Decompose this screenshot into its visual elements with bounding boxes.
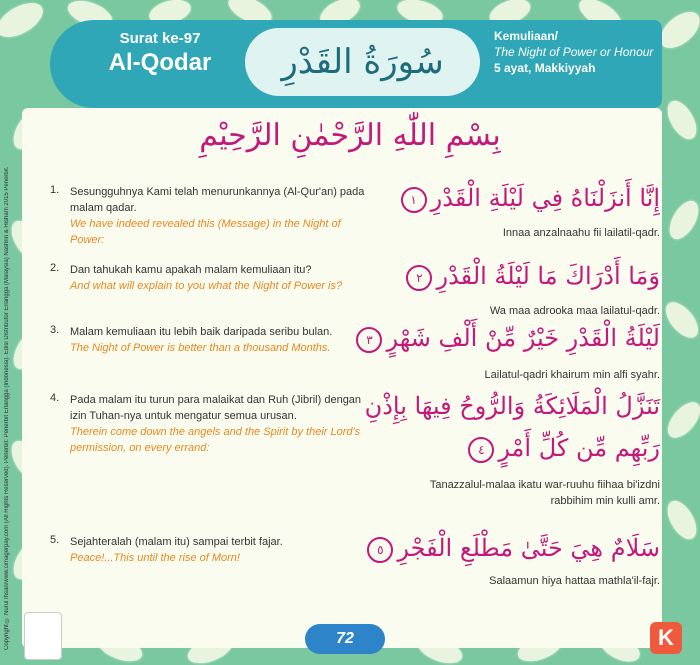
verse-3 [50,324,660,384]
verse-number: 2. [50,262,60,274]
verse-number: 4. [50,392,60,404]
translation-indonesian: Malam kemuliaan itu lebih baik daripada seribu bulan. [70,326,333,338]
translation-english: We have indeed revealed this (Message) in the Night of Power: [70,218,341,246]
verse-circle: ٥ [367,537,393,563]
verse-text [70,392,370,456]
meaning-indonesian: Kemuliaan/ [494,29,559,43]
k-logo: K [650,622,682,654]
translation-english: And what will explain to you what the Night of Power is? [70,280,343,292]
verse-text [70,534,370,566]
surah-number: Surat ke-97 [119,30,201,47]
verse-text [70,262,370,294]
arabic-text: إِنَّا أَنزَلْنَاهُ فِي لَيْلَةِ الْقَدْرِ [430,184,660,212]
transliteration-line-2: rabbihim min kulli amr. [550,495,660,507]
page-number: 72 [305,624,385,654]
arabic-text: سَلَامٌ هِيَ حَتَّىٰ مَطْلَعِ الْفَجْرِ [397,534,660,562]
transliteration: Salaamun hiya hattaa mathla'il-fajr. [489,575,660,587]
translation-english: The Night of Power is better than a thousand Months. [70,342,331,354]
transliteration: Innaa anzalnaahu fii lailatil-qadr. [502,227,660,239]
verse-1 [50,184,660,244]
basmala: بِسْمِ اللّٰهِ الرَّحْمٰنِ الرَّحِيْمِ [199,118,501,153]
arabic-text: وَمَا أَدْرَاكَ مَا لَيْلَةُ الْقَدْرِ [436,262,660,290]
arabic-text: لَيْلَةُ الْقَدْرِ خَيْرٌ مِّنْ أَلْفِ شَهْرٍ [386,324,660,352]
arabic-verse [363,534,660,563]
arabic-verse [402,262,660,291]
verse-number: 5. [50,534,60,546]
transliteration: Wa maa adrooka maa lailatul-qadr. [489,305,660,317]
transliteration: Lailatul-qadri khairum min alfi syahr. [484,369,660,381]
translation-indonesian: Dan tahukah kamu apakah malam kemuliaan itu? [70,264,312,276]
ayat-count: 5 ayat, Makkiyyah [494,61,596,75]
copyright-side-text: Copyright © Nurul Ihsan/www.cimagerpay.com (All Rights Reserved). Penerbit: Penerbit Erlangga (Indonesia). Edisi Distributor Erlangga (Malaysia) Nashrin & Hisham 2015 Penerbit. [4,166,10,650]
arabic-surah-title: سُورَةُ القَدْرِ [245,28,480,96]
arabic-verse-line-2 [464,434,660,463]
translation-english: Therein come down the angels and the Spirit by their Lord's permission, on every errand: [70,426,361,454]
verse-number: 3. [50,324,60,336]
translation-english: Peace!...This until the rise of Morn! [70,552,240,564]
surah-info [494,28,654,76]
verse-4 [50,392,660,522]
verse-circle: ٣ [356,327,382,353]
meaning-english: The Night of Power or Honour [494,45,654,59]
verse-circle: ١ [401,187,427,213]
translation-indonesian: Sejahteralah (malam itu) sampai terbit fajar. [70,536,283,548]
arabic-verse [352,324,660,353]
verse-number: 1. [50,184,60,196]
verse-text [70,324,370,356]
surah-name: Al-Qodar [108,49,212,76]
translation-indonesian: Sesungguhnya Kami telah menurunkannya (Al-Qur'an) pada malam qadar. [70,186,365,214]
arabic-verse-line-1: تَنَزَّلُ الْمَلَائِكَةُ وَالرُّوحُ فِيهَا بِإِذْنِ [364,392,660,420]
publisher-badge [24,612,62,660]
surah-header [50,20,662,108]
verse-circle: ٤ [468,437,494,463]
verse-text [70,184,370,248]
transliteration-line-1: Tanazzalul-malaa ikatu war-ruuhu fiihaa bi'izdni [429,479,660,491]
surah-title-block [80,30,240,77]
arabic-text: رَبِّهِم مِّن كُلِّ أَمْرٍ [498,434,660,462]
verse-circle: ٢ [406,265,432,291]
verse-5 [50,534,660,594]
translation-indonesian: Pada malam itu turun para malaikat dan Ruh (Jibril) dengan izin Tuhan-nya untuk mengatur semua urusan. [70,394,362,422]
verse-2 [50,262,660,322]
arabic-verse [397,184,660,213]
